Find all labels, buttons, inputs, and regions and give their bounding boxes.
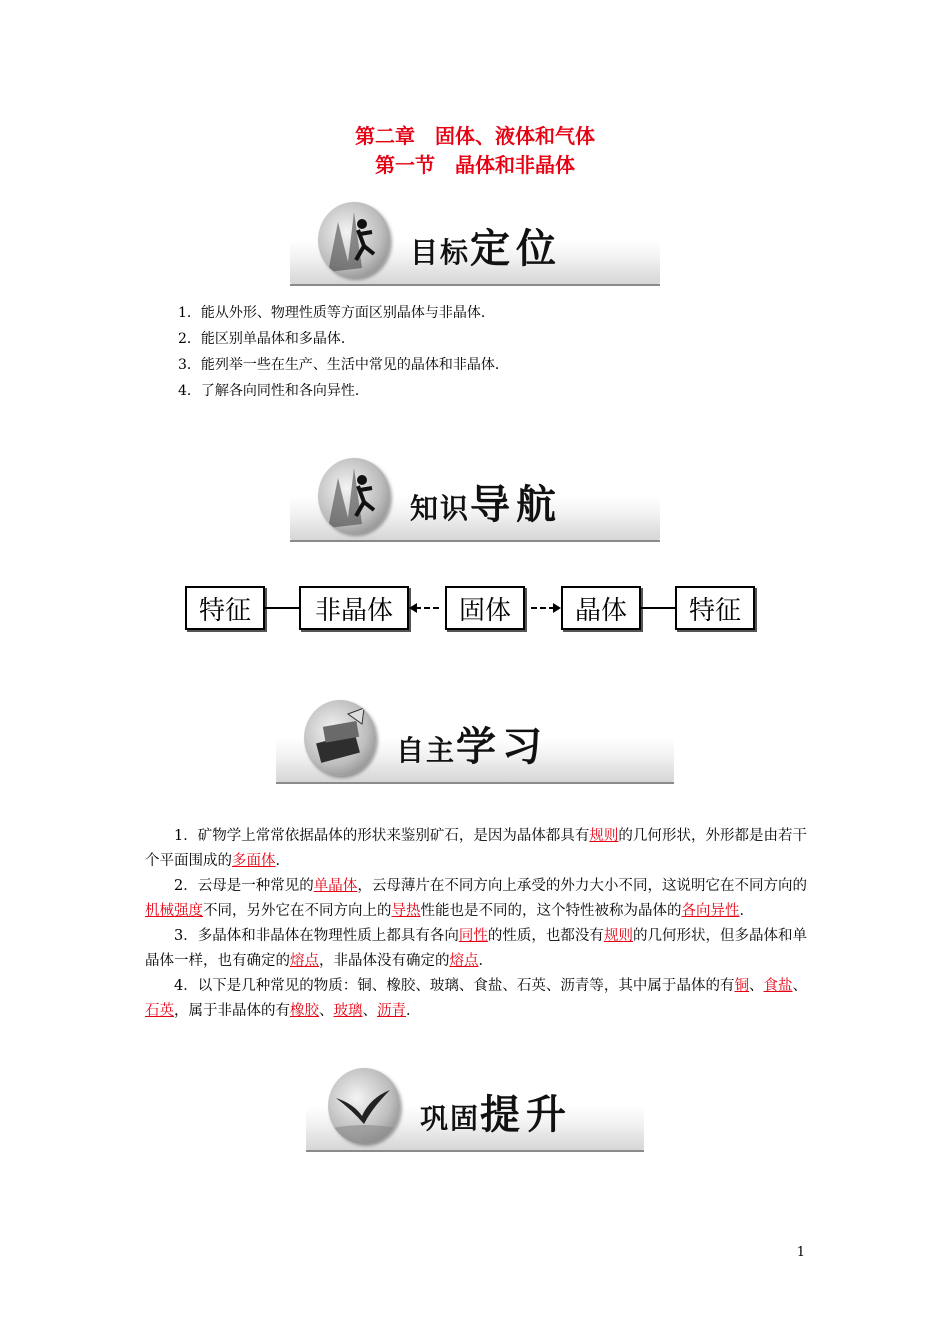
flow-box-feature-left: 特征: [185, 586, 265, 630]
answer-text: 机械强度: [145, 903, 203, 919]
list-item: 3．能列举一些在生产、生活中常见的晶体和非晶体．: [178, 357, 509, 373]
banner-goals-small: 目标: [410, 236, 471, 269]
banner-consolidate-small: 巩固: [420, 1102, 481, 1135]
paragraph-text: 、: [362, 1003, 377, 1019]
banner-consolidate: [306, 1066, 644, 1152]
paragraph-1: [145, 824, 807, 874]
paragraph-text: ．: [739, 903, 754, 919]
paragraph-text: ，属于非晶体的有: [174, 1003, 290, 1019]
page-number: 1: [796, 1245, 805, 1260]
flow-box-crystal: 晶体: [561, 586, 641, 630]
climber-emblem-icon: [318, 458, 390, 534]
paragraph-text: 4．以下是几种常见的物质：铜、橡胶、玻璃、食盐、石英、沥青等，其中属于晶体的有: [174, 978, 735, 994]
climber-emblem-icon: [318, 202, 390, 278]
knowledge-flow-diagram: [185, 586, 755, 630]
goals-list: [178, 300, 509, 404]
paragraph-text: 性能也是不同的，这个特性被称为晶体的: [420, 903, 682, 919]
flow-box-solid: 固体: [445, 586, 525, 630]
answer-text: 食盐: [763, 978, 793, 994]
paragraph-text: 、: [319, 1003, 334, 1019]
paragraph-text: 、: [748, 978, 764, 994]
section-title-line2: 第一节 晶体和非晶体: [375, 153, 575, 177]
answer-text: 单晶体: [313, 878, 358, 894]
paragraph-2: [145, 874, 807, 924]
banner-goals: [290, 200, 660, 286]
banner-self-study: [276, 698, 674, 784]
paragraph-3: [145, 924, 807, 974]
paragraph-text: ，非晶体没有确定的: [319, 953, 450, 969]
answer-text: 导热: [391, 903, 421, 919]
answer-text: 玻璃: [333, 1003, 363, 1019]
banner-guide-big: 导航: [470, 481, 563, 528]
paragraph-text: 不同，另外它在不同方向上的: [203, 903, 392, 919]
self-study-paragraphs: [145, 824, 807, 1024]
flow-box-noncrystal: 非晶体: [299, 586, 409, 630]
paragraph-text: 的几何形状，但多晶体和单晶体一样，也有确定的: [145, 928, 808, 969]
list-item: 1．能从外形、物理性质等方面区别晶体与非晶体．: [178, 305, 495, 321]
answer-text: 铜: [734, 978, 749, 994]
chapter-title-line1: 第二章 固体、液体和气体: [355, 124, 595, 148]
banner-self-study-big: 学习: [456, 723, 549, 770]
chapter-title: [0, 122, 950, 180]
books-emblem-icon: [304, 700, 376, 776]
answer-text: 规则: [589, 828, 619, 844]
paragraph-text: 3．多晶体和非晶体在物理性质上都具有各向: [174, 928, 459, 944]
answer-text: 石英: [145, 1003, 174, 1019]
banner-guide-small: 知识: [410, 492, 471, 525]
list-item: 2．能区别单晶体和多晶体．: [178, 331, 355, 347]
banner-self-study-small: 自主: [396, 734, 457, 767]
list-item: 4．了解各向同性和各向异性．: [178, 383, 369, 399]
answer-text: 多面体: [232, 853, 276, 869]
paragraph-4: [145, 974, 807, 1024]
paragraph-text: 1．矿物学上常常依据晶体的形状来鉴别矿石，是因为晶体都具有: [174, 828, 590, 844]
paragraph-text: 2．云母是一种常见的: [174, 878, 314, 894]
banner-guide: [290, 456, 660, 542]
answer-text: 规则: [603, 928, 633, 944]
arrow-left-icon: [409, 601, 445, 615]
paragraph-text: 、: [792, 978, 808, 994]
arrow-right-icon: [525, 601, 561, 615]
paragraph-text: 的性质，也都没有: [487, 928, 604, 944]
paragraph-text: ．: [275, 853, 290, 869]
paragraph-text: 的几何形状，外形都是由若干个平面围成的: [145, 828, 807, 869]
flow-box-feature-right: 特征: [675, 586, 755, 630]
answer-text: 各向异性: [681, 903, 740, 919]
answer-text: 沥青: [377, 1003, 406, 1019]
answer-text: 熔点: [449, 953, 479, 969]
banner-consolidate-big: 提升: [480, 1091, 573, 1138]
answer-text: 同性: [458, 928, 488, 944]
paragraph-text: ，云母薄片在不同方向上承受的外力大小不同，这说明它在不同方向的: [357, 878, 808, 894]
banner-goals-big: 定位: [470, 225, 563, 272]
bird-emblem-icon: [328, 1068, 400, 1144]
answer-text: 熔点: [290, 953, 319, 969]
answer-text: 橡胶: [290, 1003, 319, 1019]
paragraph-text: ．: [406, 1003, 421, 1019]
paragraph-text: ．: [478, 953, 493, 969]
